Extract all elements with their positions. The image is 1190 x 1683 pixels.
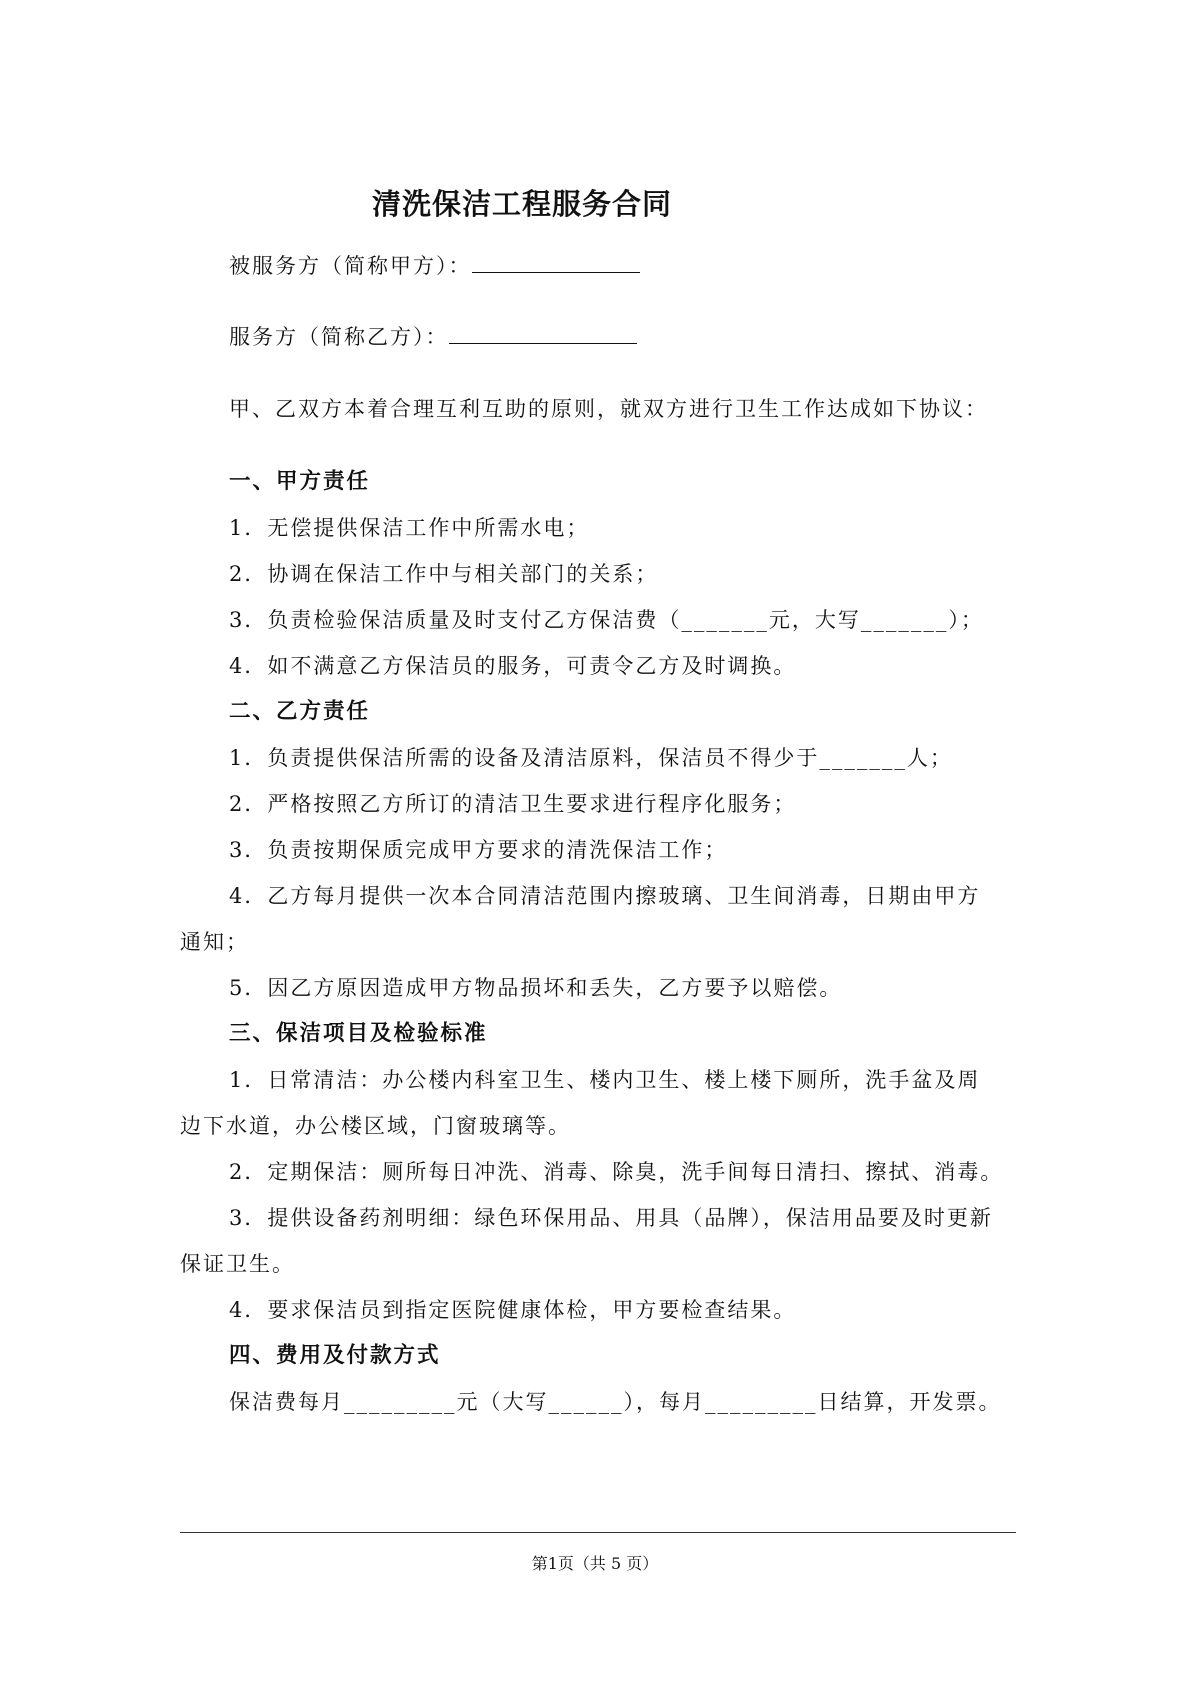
party-b-line	[229, 321, 637, 352]
party-a-label: 被服务方（简称甲方）：	[229, 254, 472, 278]
party-b-blank	[449, 321, 637, 344]
list-item: 3．提供设备药剂明细：绿色环保用品、用具（品牌），保洁用品要及时更新	[229, 1206, 993, 1230]
party-a-line	[229, 250, 640, 281]
list-item: 3．负责按期保质完成甲方要求的清洗保洁工作；	[229, 838, 728, 862]
section-heading: 二、乙方责任	[229, 699, 371, 724]
list-item: 4．要求保洁员到指定医院健康体检，甲方要检查结果。	[229, 1298, 797, 1322]
list-item: 保证卫生。	[180, 1252, 295, 1276]
list-item: 边下水道，办公楼区域，门窗玻璃等。	[180, 1114, 571, 1138]
list-item: 4．乙方每月提供一次本合同清洁范围内擦玻璃、卫生间消毒，日期由甲方	[229, 884, 981, 908]
page-title: 清洗保洁工程服务合同	[372, 187, 673, 221]
list-item: 2．严格按照乙方所订的清洁卫生要求进行程序化服务；	[229, 792, 797, 816]
list-item: 2．定期保洁：厕所每日冲洗、消毒、除臭，洗手间每日清扫、擦拭、消毒。	[229, 1160, 1004, 1184]
section-heading: 三、保洁项目及检验标准	[229, 1021, 488, 1046]
party-b-label: 服务方（简称乙方）：	[229, 325, 449, 349]
section-heading: 一、甲方责任	[229, 469, 371, 494]
list-item: 3．负责检验保洁质量及时支付乙方保洁费（_______元，大写_______）；	[229, 608, 984, 632]
list-item: 保洁费每月_________元（大写______），每月_________日结算，开发票。	[229, 1390, 1002, 1414]
list-item: 4．如不满意乙方保洁员的服务，可责令乙方及时调换。	[229, 654, 797, 678]
party-a-blank	[472, 250, 640, 273]
list-item: 5．因乙方原因造成甲方物品损坏和丢失，乙方要予以赔偿。	[229, 976, 843, 1000]
list-item: 2．协调在保洁工作中与相关部门的关系；	[229, 562, 659, 586]
list-item: 通知；	[180, 930, 249, 954]
list-item: 1．无偿提供保洁工作中所需水电；	[229, 516, 590, 540]
footer-divider	[180, 1532, 1016, 1533]
list-item: 1．负责提供保洁所需的设备及清洁原料，保洁员不得少于_______人；	[229, 746, 953, 770]
page-number: 第1页（共 5 页）	[531, 1554, 659, 1573]
section-heading: 四、费用及付款方式	[229, 1343, 441, 1368]
list-item: 1．日常清洁：办公楼内科室卫生、楼内卫生、楼上楼下厕所，洗手盆及周	[229, 1068, 981, 1092]
intro-paragraph: 甲、乙双方本着合理互利互助的原则，就双方进行卫生工作达成如下协议：	[229, 397, 988, 421]
